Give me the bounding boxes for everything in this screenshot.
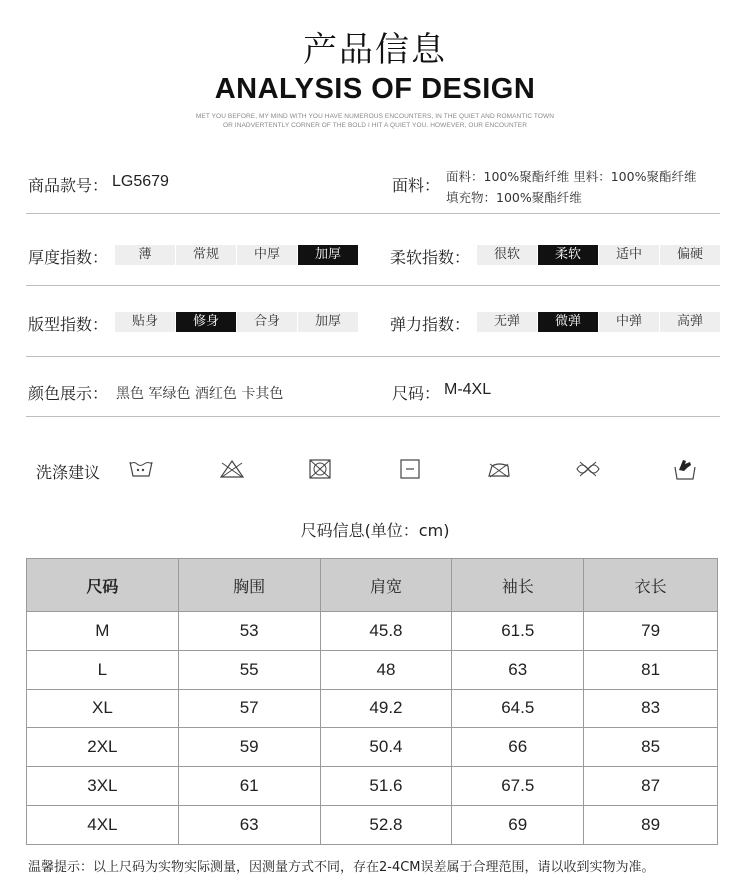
cell-sleeve: 63 xyxy=(452,650,584,689)
elasticity-option: 中弹 xyxy=(599,312,659,332)
cell-chest: 63 xyxy=(178,805,320,844)
page-title: 产品信息 xyxy=(303,30,447,70)
cell-size: 4XL xyxy=(27,805,179,844)
table-row xyxy=(27,650,718,689)
elasticity-label: 弹力指数： xyxy=(390,315,471,334)
size-range-label: 尺码： xyxy=(392,384,441,403)
cell-length: 87 xyxy=(584,767,718,806)
elasticity-option: 高弹 xyxy=(660,312,720,332)
iron-low-icon xyxy=(486,458,512,480)
cell-length: 89 xyxy=(584,805,718,844)
divider xyxy=(26,416,720,417)
cell-chest: 55 xyxy=(178,650,320,689)
softness-option: 适中 xyxy=(599,245,659,265)
table-row xyxy=(27,612,718,651)
colors-label: 颜色展示： xyxy=(28,384,109,403)
cell-size: L xyxy=(27,650,179,689)
subtitle-line-2: OR INADVERTENTLY CORNER OF THE BOLD I HIT A QUIET YOU. HOWEVER, OUR ENCOUNTER xyxy=(222,122,528,129)
elasticity-scale xyxy=(477,312,720,332)
size-table xyxy=(26,558,718,845)
divider xyxy=(26,356,720,357)
cell-chest: 53 xyxy=(178,612,320,651)
softness-option: 偏硬 xyxy=(660,245,720,265)
thickness-option: 中厚 xyxy=(237,245,297,265)
thickness-option: 薄 xyxy=(115,245,175,265)
size-table-caption: 尺码信息(单位：cm) xyxy=(300,521,450,540)
table-row xyxy=(27,689,718,728)
table-row xyxy=(27,805,718,844)
cell-length: 83 xyxy=(584,689,718,728)
fit-option: 贴身 xyxy=(115,312,175,332)
thickness-option-selected: 加厚 xyxy=(298,245,358,265)
table-header-row xyxy=(27,559,718,612)
hand-wash-only-icon xyxy=(672,458,698,480)
fit-option: 加厚 xyxy=(298,312,358,332)
fit-label: 版型指数： xyxy=(28,315,109,334)
elasticity-option-selected: 微弹 xyxy=(538,312,598,332)
table-row xyxy=(27,728,718,767)
cell-shoulder: 49.2 xyxy=(320,689,452,728)
fabric-label: 面料： xyxy=(392,176,441,195)
softness-option-selected: 柔软 xyxy=(538,245,598,265)
cell-length: 81 xyxy=(584,650,718,689)
cell-length: 85 xyxy=(584,728,718,767)
no-bleach-icon xyxy=(219,458,245,480)
divider xyxy=(26,213,720,214)
elasticity-option: 无弹 xyxy=(477,312,537,332)
column-header-length: 衣长 xyxy=(584,559,718,612)
cell-sleeve: 61.5 xyxy=(452,612,584,651)
table-row xyxy=(27,767,718,806)
cell-chest: 61 xyxy=(178,767,320,806)
cell-size: XL xyxy=(27,689,179,728)
cell-size: M xyxy=(27,612,179,651)
thickness-option: 常规 xyxy=(176,245,236,265)
cell-chest: 57 xyxy=(178,689,320,728)
size-range-value: M-4XL xyxy=(444,381,492,398)
column-header-chest: 胸围 xyxy=(178,559,320,612)
cell-length: 79 xyxy=(584,612,718,651)
colors-value: 黑色 军绿色 酒红色 卡其色 xyxy=(116,386,284,402)
cell-sleeve: 67.5 xyxy=(452,767,584,806)
sku-value: LG5679 xyxy=(112,173,169,190)
softness-label: 柔软指数： xyxy=(390,248,471,267)
no-dry-clean-icon xyxy=(575,458,601,480)
no-tumble-dry-icon xyxy=(307,458,333,480)
subtitle-line-1: MET YOU BEFORE, MY MIND WITH YOU HAVE NUMEROUS ENCOUNTERS, IN THE QUIET AND ROMANTIC TOWN xyxy=(195,113,555,120)
cell-chest: 59 xyxy=(178,728,320,767)
softness-scale xyxy=(477,245,720,265)
fit-option: 合身 xyxy=(237,312,297,332)
cell-shoulder: 45.8 xyxy=(320,612,452,651)
column-header-size: 尺码 xyxy=(27,559,179,612)
fabric-line-1: 面料：100%聚酯纤维 里料：100%聚酯纤维 xyxy=(446,169,697,184)
cell-sleeve: 69 xyxy=(452,805,584,844)
fit-scale xyxy=(115,312,358,332)
thickness-scale xyxy=(115,245,358,265)
cell-shoulder: 52.8 xyxy=(320,805,452,844)
cell-size: 3XL xyxy=(27,767,179,806)
fabric-line-2: 填充物：100%聚酯纤维 xyxy=(446,190,582,205)
cell-sleeve: 64.5 xyxy=(452,689,584,728)
column-header-shoulder: 肩宽 xyxy=(320,559,452,612)
column-header-sleeve: 袖长 xyxy=(452,559,584,612)
sku-label: 商品款号： xyxy=(28,176,109,195)
thickness-label: 厚度指数： xyxy=(28,248,109,267)
cell-shoulder: 48 xyxy=(320,650,452,689)
cell-shoulder: 50.4 xyxy=(320,728,452,767)
washing-label: 洗涤建议 xyxy=(36,463,101,482)
cell-shoulder: 51.6 xyxy=(320,767,452,806)
page-header xyxy=(0,28,750,130)
softness-option: 很软 xyxy=(477,245,537,265)
dry-flat-icon xyxy=(397,458,423,480)
fit-option-selected: 修身 xyxy=(176,312,236,332)
hand-wash-icon xyxy=(128,458,154,480)
divider xyxy=(26,285,720,286)
cell-size: 2XL xyxy=(27,728,179,767)
warm-tip-note: 温馨提示：以上尺码为实物实际测量，因测量方式不同，存在2-4CM误差属于合理范围，请以收到实物为准。 xyxy=(28,860,655,875)
page-title-en: ANALYSIS OF DESIGN xyxy=(214,73,536,105)
cell-sleeve: 66 xyxy=(452,728,584,767)
